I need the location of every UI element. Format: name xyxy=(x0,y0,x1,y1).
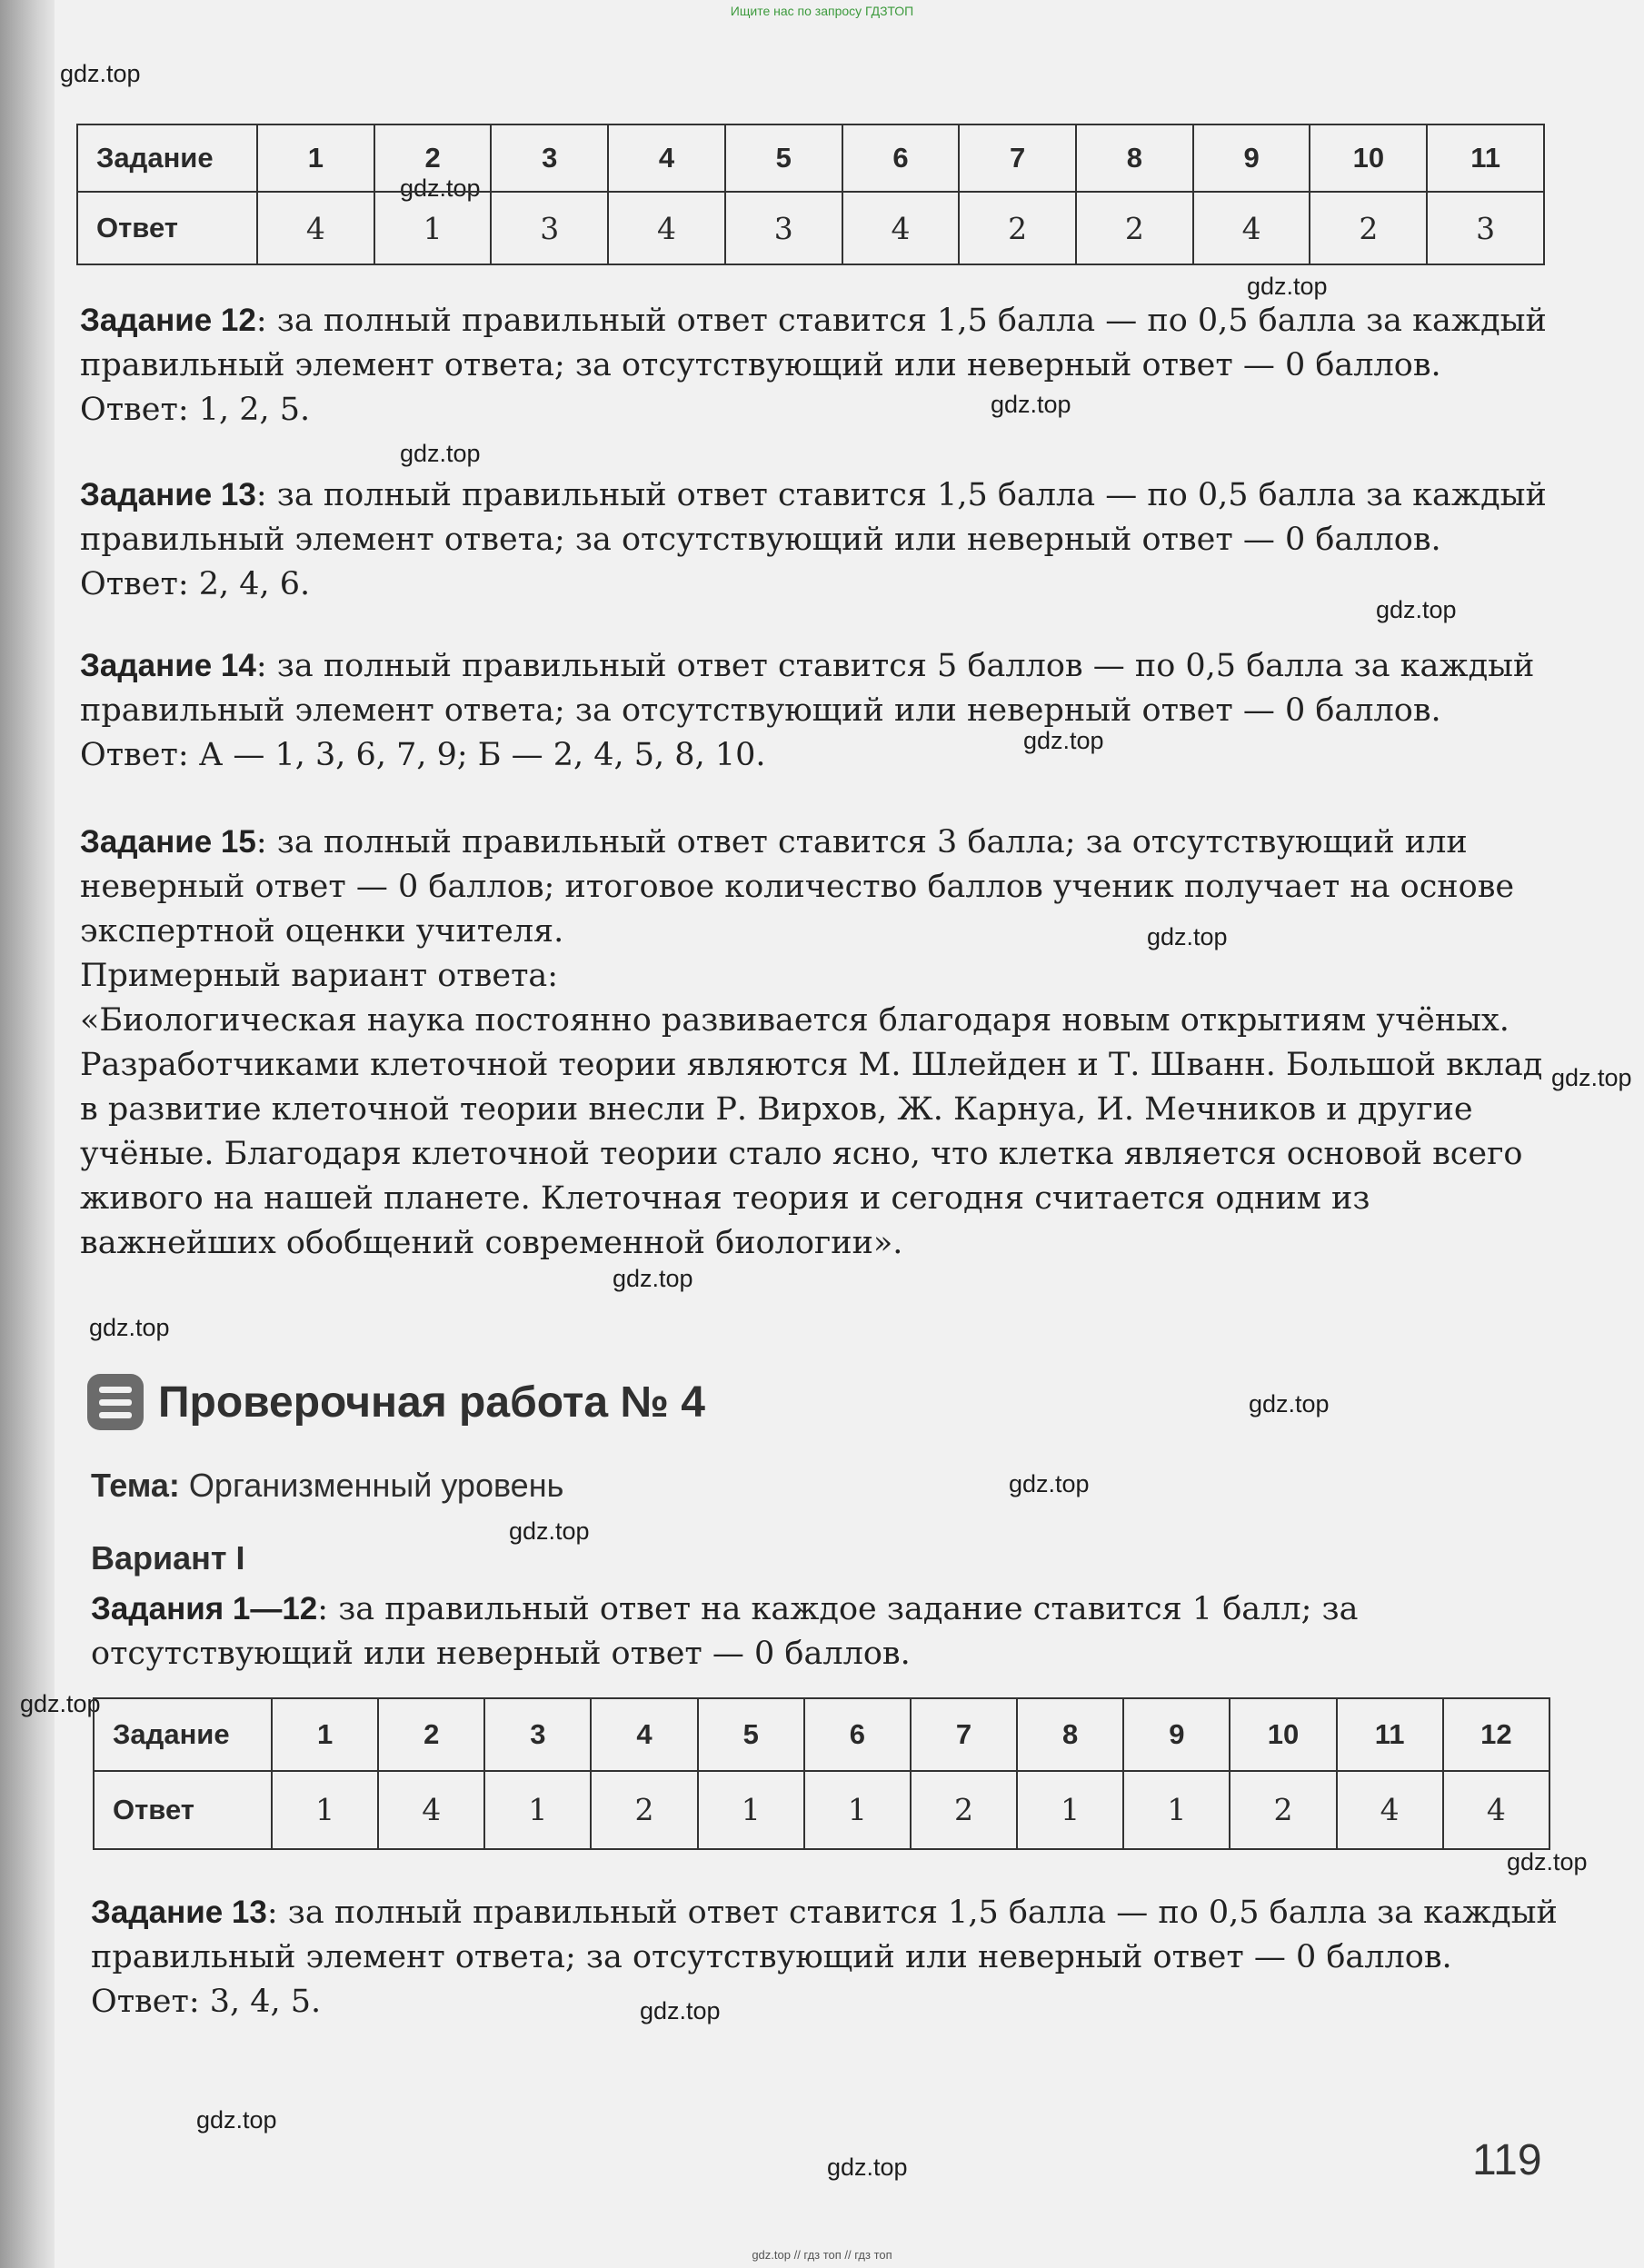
section-title: Проверочная работа № 4 xyxy=(158,1378,705,1427)
watermark: gdz.top xyxy=(1023,727,1104,754)
answer-cell: 1 xyxy=(1017,1771,1123,1849)
task-13-block xyxy=(80,472,1552,607)
answer-cell: 3 xyxy=(1427,192,1544,264)
task-15-criteria xyxy=(80,820,1552,954)
tasks-1-12-text: : за правильный ответ на каждое задание ставится 1 балл; за отсутствующий или неверный ответ — 0 баллов. xyxy=(91,1591,1359,1672)
answer-cell: 1 xyxy=(374,192,492,264)
table-header-row xyxy=(77,124,1544,192)
table-header-label: Задание xyxy=(94,1698,272,1771)
watermark: gdz.top xyxy=(827,2154,908,2181)
answer-cell: 2 xyxy=(591,1771,697,1849)
task-number: 4 xyxy=(608,124,725,192)
bottom-note: gdz.top // гдз топ // гдз топ xyxy=(752,2248,892,2262)
answer-cell: 1 xyxy=(804,1771,911,1849)
topic-text: Организменный уровень xyxy=(179,1467,564,1504)
page-number: 119 xyxy=(1472,2136,1542,2184)
task-number: 9 xyxy=(1193,124,1310,192)
task-number: 3 xyxy=(491,124,608,192)
watermark: gdz.top xyxy=(89,1314,170,1341)
task-12-answer: Ответ: 1, 2, 5. xyxy=(80,392,311,428)
task-14-answer: Ответ: А — 1, 3, 6, 7, 9; Б — 2, 4, 5, 8, 10. xyxy=(80,737,766,773)
task-12-text: : за полный правильный ответ ставится 1,5 балла — по 0,5 балла за каждый правильный элемент ответа; за отсутствующий или неверный ответ — 0 баллов. xyxy=(80,303,1547,383)
task-13-variant-criteria xyxy=(91,1890,1563,1980)
table-answer-row xyxy=(94,1771,1549,1849)
watermark: gdz.top xyxy=(400,440,481,467)
task-number: 8 xyxy=(1076,124,1193,192)
watermark: gdz.top xyxy=(1147,923,1228,950)
section-heading xyxy=(87,1370,705,1434)
task-number: 9 xyxy=(1123,1698,1230,1771)
tasks-1-12-block xyxy=(91,1587,1563,1676)
task-14-block xyxy=(80,643,1552,778)
task-number: 11 xyxy=(1337,1698,1443,1771)
task-number: 10 xyxy=(1310,124,1427,192)
watermark: gdz.top xyxy=(509,1517,590,1545)
book-binding-shadow xyxy=(0,0,55,2268)
task-number: 10 xyxy=(1230,1698,1336,1771)
watermark: gdz.top xyxy=(1551,1064,1632,1091)
task-15-label: Задание 15 xyxy=(80,824,256,860)
task-number: 2 xyxy=(378,1698,484,1771)
answer-cell: 2 xyxy=(1310,192,1427,264)
tasks-1-12-label: Задания 1—12 xyxy=(91,1591,318,1626)
task-number: 4 xyxy=(591,1698,697,1771)
task-15-text: : за полный правильный ответ ставится 3 балла; за отсутствующий или неверный ответ — 0 баллов; итоговое количество баллов ученик получает на основе экспертной оценки учителя. xyxy=(80,824,1515,950)
task-12-criteria xyxy=(80,298,1552,388)
answer-cell: 2 xyxy=(959,192,1076,264)
answers-table-2 xyxy=(93,1697,1550,1850)
answer-cell: 3 xyxy=(725,192,842,264)
task-14-criteria xyxy=(80,643,1552,733)
section-variant: Вариант I xyxy=(91,1539,245,1577)
task-number: 11 xyxy=(1427,124,1544,192)
watermark: gdz.top xyxy=(1376,596,1457,623)
task-13-criteria xyxy=(80,472,1552,562)
task-14-label: Задание 14 xyxy=(80,648,256,683)
task-number: 1 xyxy=(272,1698,378,1771)
section-topic xyxy=(91,1467,563,1505)
tasks-1-12-criteria xyxy=(91,1587,1563,1676)
watermark: gdz.top xyxy=(400,174,481,202)
answer-cell: 4 xyxy=(1337,1771,1443,1849)
watermark: gdz.top xyxy=(640,1997,721,2024)
watermark: gdz.top xyxy=(196,2106,277,2134)
task-12-block xyxy=(80,298,1552,433)
task-number: 5 xyxy=(725,124,842,192)
task-13-answer: Ответ: 2, 4, 6. xyxy=(80,566,311,602)
task-14-text: : за полный правильный ответ ставится 5 баллов — по 0,5 балла за каждый правильный элемент ответа; за отсутствующий или неверный ответ — 0 баллов. xyxy=(80,648,1535,729)
watermark: gdz.top xyxy=(1249,1390,1330,1418)
task-number: 6 xyxy=(842,124,960,192)
answer-cell: 4 xyxy=(842,192,960,264)
top-note: Ищите нас по запросу ГДЗТОП xyxy=(730,4,914,18)
task-number: 6 xyxy=(804,1698,911,1771)
answer-cell: 1 xyxy=(1123,1771,1230,1849)
task-13-label: Задание 13 xyxy=(80,477,256,512)
task-13-variant-label: Задание 13 xyxy=(91,1895,267,1930)
task-13-text: : за полный правильный ответ ставится 1,5 балла — по 0,5 балла за каждый правильный элемент ответа; за отсутствующий или неверный ответ — 0 баллов. xyxy=(80,477,1547,558)
task-number: 1 xyxy=(257,124,374,192)
answer-cell: 3 xyxy=(491,192,608,264)
table-header-row xyxy=(94,1698,1549,1771)
task-15-block xyxy=(80,820,1552,1266)
answer-cell: 2 xyxy=(1230,1771,1336,1849)
task-number: 8 xyxy=(1017,1698,1123,1771)
answer-cell: 1 xyxy=(484,1771,591,1849)
task-15-sample-answer: «Биологическая наука постоянно развивается благодаря новым открытиям учёных. Разработчиками клеточной теории являются М. Шлейден и Т. Шванн. Большой вклад в развитие клеточной теории внесли Р. Вирхов, Ж. Карнуа, И. Мечников и другие учёные. Благодаря клеточной теории стало ясно, что клетка является основой всего живого на нашей планете. Клеточная теория и сегодня считается одним из важнейших обобщений современной биологии». xyxy=(80,1002,1543,1261)
answer-cell: 4 xyxy=(378,1771,484,1849)
task-15-sample-intro: Примерный вариант ответа: xyxy=(80,958,559,994)
task-13-variant-block xyxy=(91,1890,1563,2024)
table-answer-row xyxy=(77,192,1544,264)
task-13-variant-answer: Ответ: 3, 4, 5. xyxy=(91,1984,322,2020)
answer-cell: 4 xyxy=(257,192,374,264)
answers-table-1 xyxy=(76,124,1545,265)
answer-cell: 4 xyxy=(1193,192,1310,264)
answer-cell: 4 xyxy=(1443,1771,1549,1849)
task-number: 3 xyxy=(484,1698,591,1771)
answer-cell: 1 xyxy=(272,1771,378,1849)
task-number: 7 xyxy=(959,124,1076,192)
answer-cell: 2 xyxy=(1076,192,1193,264)
answer-cell: 2 xyxy=(911,1771,1017,1849)
answer-cell: 4 xyxy=(608,192,725,264)
topic-label: Тема: xyxy=(91,1467,180,1504)
watermark: gdz.top xyxy=(1247,273,1328,300)
list-icon xyxy=(87,1374,144,1430)
task-12-label: Задание 12 xyxy=(80,303,256,338)
watermark: gdz.top xyxy=(613,1265,693,1292)
task-13-variant-text: : за полный правильный ответ ставится 1,5 балла — по 0,5 балла за каждый правильный элемент ответа; за отсутствующий или неверный ответ — 0 баллов. xyxy=(91,1895,1558,1975)
table-answer-label: Ответ xyxy=(77,192,257,264)
watermark: gdz.top xyxy=(1009,1470,1090,1497)
table-header-label: Задание xyxy=(77,124,257,192)
answer-cell: 1 xyxy=(698,1771,804,1849)
watermark: gdz.top xyxy=(60,60,141,87)
watermark: gdz.top xyxy=(991,391,1071,418)
watermark: gdz.top xyxy=(1507,1848,1588,1875)
task-number: 2 xyxy=(374,124,492,192)
watermark: gdz.top xyxy=(20,1690,101,1717)
task-number: 12 xyxy=(1443,1698,1549,1771)
task-number: 5 xyxy=(698,1698,804,1771)
task-number: 7 xyxy=(911,1698,1017,1771)
table-answer-label: Ответ xyxy=(94,1771,272,1849)
